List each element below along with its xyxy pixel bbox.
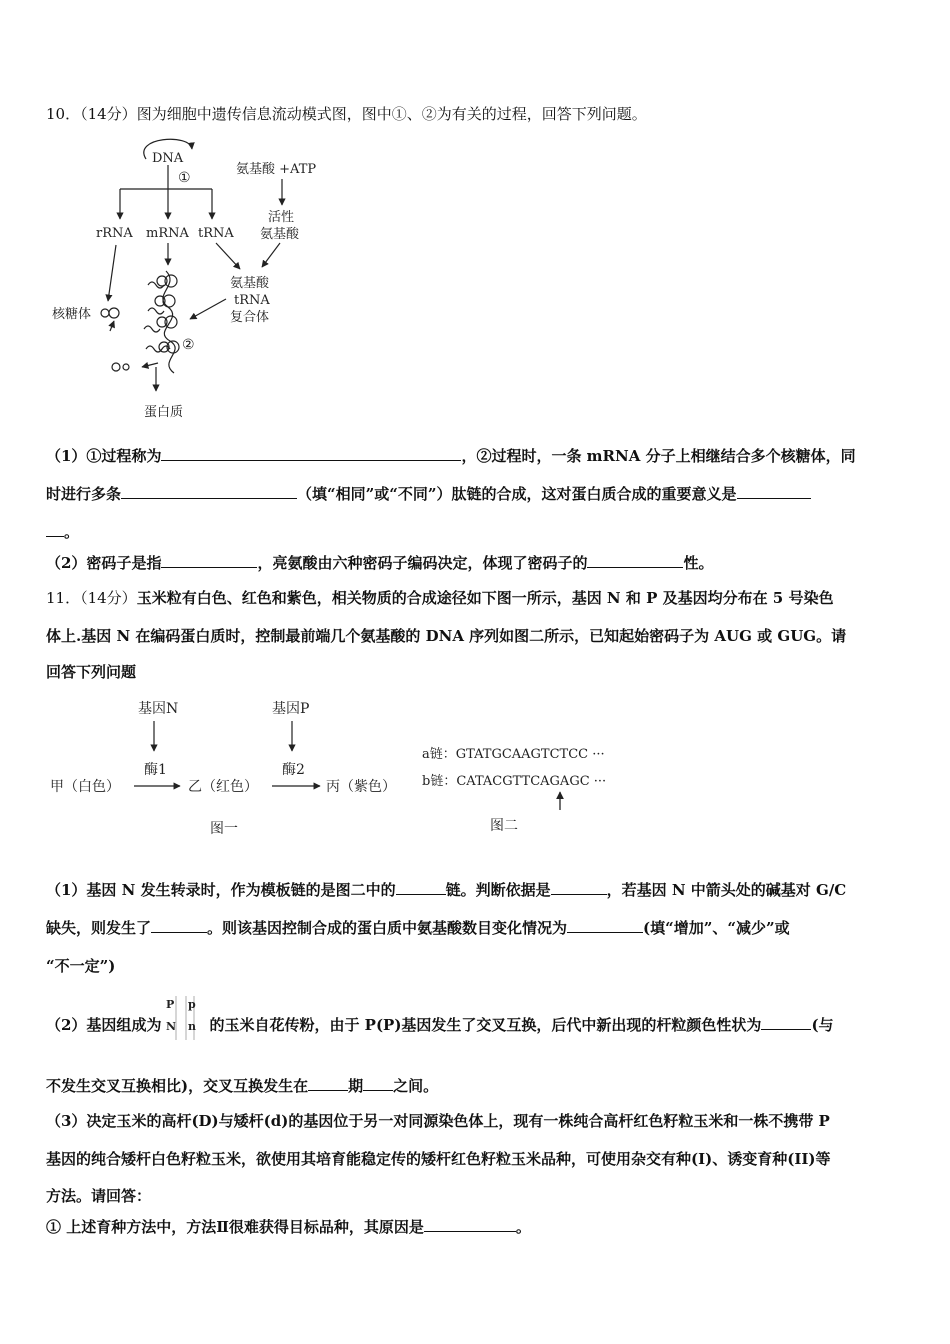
q11-number: 11．	[46, 589, 81, 607]
fig-trna: tRNA	[198, 226, 234, 241]
q11-part3-line4	[46, 1216, 531, 1237]
q10-p1-text-b: ，②过程时，一条 mRNA 分子上相继结合多个核糖体，同	[461, 447, 856, 465]
q11-p3-text-d: ① 上述育种方法中，方法Ⅱ很难获得目标品种，其原因是	[46, 1218, 424, 1236]
q11-stem-line2: 体上.基因 N 在编码蛋白质时，控制最前端几个氨基酸的 DNA 序列如图二所示，已知起始密码子为 AUG 或 GUG。请	[46, 627, 847, 645]
q11-p1-text-a: （1）基因 N 发生转录时，作为模板链的是图二中的	[46, 881, 396, 899]
fig-mrna: mRNA	[146, 226, 189, 241]
q11-part2-line1	[46, 998, 834, 1035]
q10-p2-text-a: （2）密码子是指	[46, 554, 162, 572]
genotype-diagram	[161, 998, 209, 1033]
genotype-top-left: P	[166, 998, 175, 1011]
q11-part1-line1	[46, 879, 846, 900]
fig1-gene-n: 基因N	[138, 701, 179, 717]
fig-amino-atp: 氨基酸 +ATP	[236, 162, 317, 177]
fig-dna-label: DNA	[152, 151, 184, 166]
q11-p2-text-b: 的玉米自花传粉，由于 P(P)基因发生了交叉互换，后代中新出现的杆粒颜色性状为	[209, 1016, 762, 1034]
q10-p2-text-b: ，亮氨酸由六种密码子编码决定，体现了密码子的	[257, 554, 588, 572]
q11-p2-text-d: 不发生交叉互换相比)，交叉互换发生在	[46, 1077, 309, 1095]
fig2-b-chain: b链：CATACGTTCAGAGC ···	[422, 774, 607, 789]
fig1-enzyme1: 酶1	[144, 762, 167, 778]
genotype-bottom-right: n	[188, 1020, 197, 1033]
q11-part3-line1: （3）决定玉米的高杆(D)与矮杆(d)的基因位于另一对同源染色体上，现有一株纯合高杆红色籽粒玉米和一株不携带 P	[46, 1112, 830, 1130]
genotype-chromosomes	[161, 992, 209, 1044]
q11-p1-blank2[interactable]	[551, 880, 607, 895]
q11-p3-blank1[interactable]	[424, 1217, 516, 1232]
q11-p2-text-e: 期	[348, 1077, 364, 1095]
q10-p1-blank3-cont[interactable]	[46, 522, 64, 537]
q11-p2-text-c: (与	[811, 1016, 834, 1034]
q11-stem-line3: 回答下列问题	[46, 663, 137, 681]
fig-ribosome-label: 核糖体	[52, 307, 92, 322]
q11-figure1	[44, 694, 424, 844]
fig-complex3: 复合体	[230, 310, 270, 325]
q11-part1-line3: “不一定”)	[46, 957, 116, 975]
genotype-top-right: p	[188, 998, 197, 1011]
q11-stem-line1	[46, 587, 833, 608]
fig2-caption: 图二	[490, 818, 518, 834]
genotype-bottom-left: N	[166, 1020, 177, 1033]
fig-circle2: ②	[182, 337, 195, 353]
fig-complex2: tRNA	[234, 293, 270, 308]
q10-part1-line2	[46, 483, 811, 504]
fig1-bing: 丙（紫色）	[326, 779, 396, 795]
q11-p1-text-c: ，若基因 N 中箭头处的碱基对 G/C	[606, 881, 847, 899]
q10-part2	[46, 552, 713, 573]
q10-part1-line1	[46, 445, 856, 466]
q11-p2-blank1[interactable]	[761, 1015, 811, 1030]
q11-p2-text-f: 之间。	[393, 1077, 439, 1095]
q10-figure	[40, 135, 360, 425]
q11-p1-text-f: (填“增加”、“减少”或	[643, 919, 790, 937]
fig-active1: 活性	[268, 210, 295, 225]
fig-complex1: 氨基酸	[230, 276, 270, 291]
fig-circle1: ①	[178, 170, 191, 186]
q10-p1-blank3[interactable]	[737, 484, 811, 499]
q11-part1-line2	[46, 917, 790, 938]
q10-p2-text-c: 性。	[683, 554, 714, 572]
q10-p1-text-a: （1）①过程称为	[46, 447, 162, 465]
q10-p1-text-c: 时进行多条	[46, 485, 122, 503]
q11-p1-text-e: 。则该基因控制合成的蛋白质中氨基酸数目变化情况为	[207, 919, 568, 937]
fig2-a-chain: a链：GTATGCAAGTCTCC ···	[422, 747, 605, 762]
q10-p1-blank1[interactable]	[161, 446, 461, 461]
q11-score: （14分）	[80, 589, 137, 607]
q10-p1-text-d: （填“相同”或“不同”）肽链的合成，这对蛋白质合成的重要意义是	[297, 485, 737, 503]
q11-part3-line2: 基因的纯合矮杆白色籽粒玉米，欲使用其培育能稳定传的矮杆红色籽粒玉米品种，可使用杂交有种(I)、诱变育种(II)等	[46, 1150, 831, 1168]
q11-stem1: 玉米粒有白色、红色和紫色，相关物质的合成途径如下图一所示，基因 N 和 P 及基因均分布在 5 号染色	[136, 589, 834, 607]
q11-p2-text-a: （2）基因组成为	[46, 1016, 162, 1034]
q10-number: 10．	[46, 105, 81, 123]
fig1-caption: 图一	[210, 821, 238, 837]
q10-p1-text-e: 。	[64, 523, 80, 541]
q10-p2-blank2[interactable]	[587, 553, 683, 568]
q11-p1-text-d: 缺失，则发生了	[46, 919, 152, 937]
q11-part3-line3: 方法。请回答：	[46, 1187, 152, 1205]
q10-score: （14分）	[80, 105, 137, 123]
fig-active2: 氨基酸	[260, 227, 300, 242]
fig-protein-label: 蛋白质	[144, 405, 184, 420]
fig1-gene-p: 基因P	[272, 701, 310, 717]
fig1-jia: 甲（白色）	[50, 779, 120, 795]
q10-part1-line3	[46, 521, 79, 542]
q10-p2-blank1[interactable]	[161, 553, 257, 568]
q11-p1-blank1[interactable]	[396, 880, 446, 895]
fig-rrna: rRNA	[96, 226, 133, 241]
q11-p2-blank3[interactable]	[363, 1076, 393, 1091]
q11-figure2	[418, 738, 648, 844]
q10-stem	[46, 103, 647, 124]
q11-p1-blank4[interactable]	[567, 918, 643, 933]
q11-p3-text-e: 。	[515, 1218, 531, 1236]
q11-p1-text-b: 链。判断依据是	[445, 881, 551, 899]
q11-part2-line2	[46, 1075, 438, 1096]
q11-p2-blank2[interactable]	[308, 1076, 348, 1091]
q10-p1-blank2[interactable]	[121, 484, 297, 499]
fig1-enzyme2: 酶2	[282, 762, 305, 778]
q11-p1-blank3[interactable]	[151, 918, 207, 933]
fig1-yi: 乙（红色）	[188, 779, 258, 795]
q10-stem-text: 图为细胞中遗传信息流动模式图，图中①、②为有关的过程，回答下列问题。	[136, 105, 647, 123]
